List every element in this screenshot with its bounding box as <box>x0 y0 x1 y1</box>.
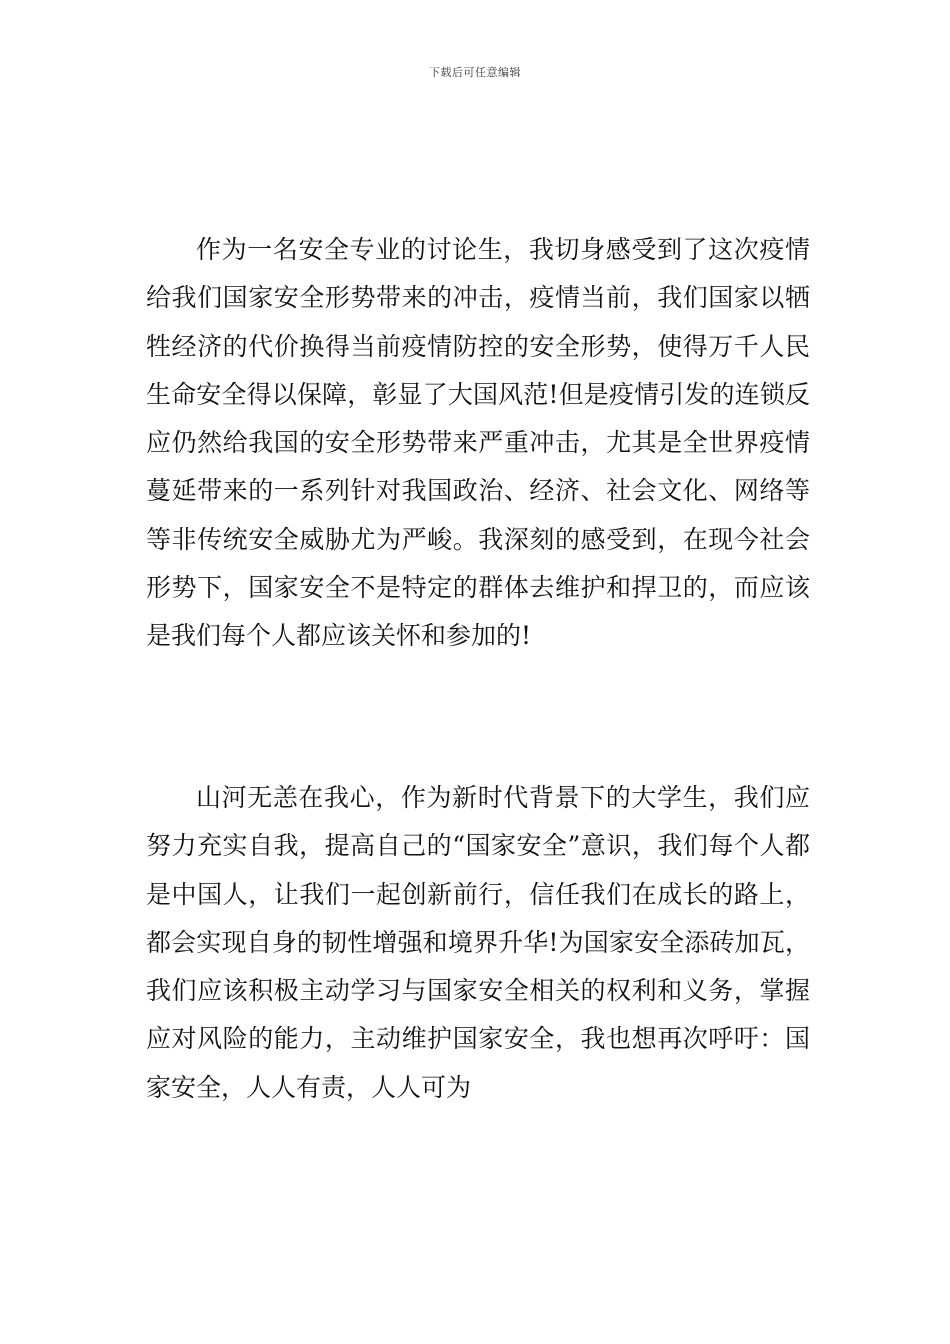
paragraph-2: 山河无恙在我心，作为新时代背景下的大学生，我们应努力充实自我，提高自己的“国家安全”意识，我们每个人都是中国人，让我们一起创新前行，信任我们在成长的路上，都会实现自身的韧性增强和境界升华!为国家安全添砖加瓦，我们应该积极主动学习与国家安全相关的权利和义务，掌握应对风险的能力，主动维护国家安全，我也想再次呼吁：国家安全，人人有责，人人可为 <box>146 783 810 1102</box>
paragraph-1: 作为一名安全专业的讨论生，我切身感受到了这次疫情给我们国家安全形势带来的冲击，疫情当前，我们国家以牺牲经济的代价换得当前疫情防控的安全形势，使得万千人民生命安全得以保障，彰显了大国风范!但是疫情引发的连锁反应仍然给我国的安全形势带来严重冲击，尤其是全世界疫情蔓延带来的一系列针对我国政治、经济、社会文化、网络等等非传统安全威胁尤为严峻。我深刻的感受到，在现今社会形势下，国家安全不是特定的群体去维护和捍卫的，而应该是我们每个人都应该关怀和参加的! <box>146 235 810 651</box>
page-header: 下载后可任意编辑 <box>429 66 521 79</box>
